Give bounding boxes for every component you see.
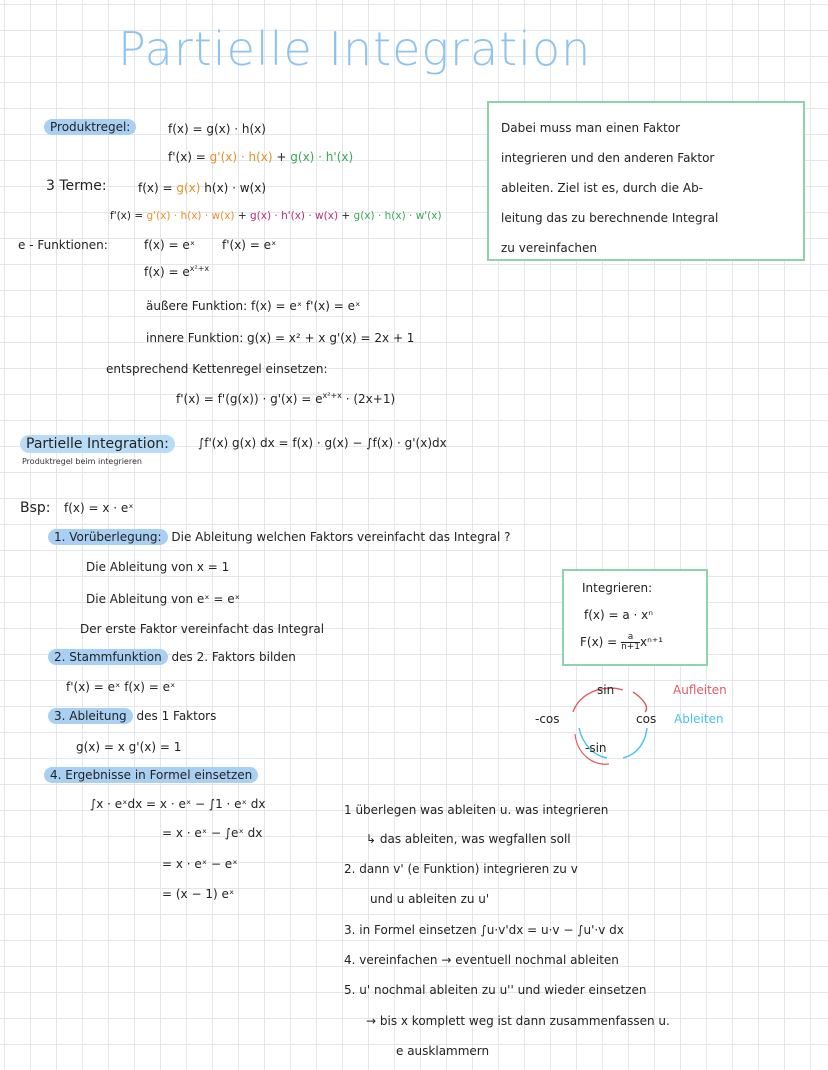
procedure-step4: 4. vereinfachen → eventuell nochmal ableiten: [344, 953, 619, 967]
bsp-label: Bsp:: [20, 500, 51, 516]
ableiten-arrow-right: [623, 728, 647, 758]
e-funktionen-f1: f(x) = eˣ: [144, 238, 196, 252]
kettenregel-result: $f'(x) = f'(g(x)) \cdot g'(x) = e^{x^2+x} \cdot (2x+1)$: [176, 391, 396, 406]
procedure-step5c: e ausklammern: [396, 1044, 490, 1058]
step2-line1: f'(x) = eˣ f(x) = eˣ: [66, 680, 176, 694]
partielle-integration-note: Produktregel beim integrieren: [22, 457, 142, 466]
step3-heading: 3. Ableitung des 1 Faktors: [48, 709, 216, 724]
produktregel-label: Produktregel:: [44, 120, 136, 135]
procedure-step2: 2. dann v' (e Funktion) integrieren zu v: [344, 862, 578, 876]
integrieren-title: Integrieren:: [582, 581, 653, 595]
step3-line1: g(x) = x g'(x) = 1: [76, 740, 182, 754]
page-title: Partielle Integration: [118, 22, 592, 76]
procedure-step3: 3. in Formel einsetzen ∫u·v'dx = u·v − ∫u'·v dx: [344, 923, 624, 937]
e-funktionen-f1-derivative: f'(x) = eˣ: [222, 238, 277, 252]
integrieren-line2: F(x) = $\frac{a}{n+1}$ xⁿ⁺¹: [580, 632, 664, 652]
fraction: $\frac{a}{n+1}$: [621, 632, 641, 652]
procedure-step2b: und u ableiten zu u': [370, 892, 490, 906]
step1-line3: Der erste Faktor vereinfacht das Integral: [80, 622, 325, 636]
info-line: ableiten. Ziel ist es, durch die Ab-: [501, 181, 704, 195]
procedure-step5b: → bis x komplett weg ist dann zusammenfassen u.: [366, 1014, 670, 1028]
produktregel-line1: f(x) = g(x) · h(x): [168, 122, 266, 136]
bsp-function: f(x) = x · eˣ: [64, 501, 134, 515]
step4-line1: ∫x · eˣdx = x · eˣ − ∫1 · eˣ dx: [90, 797, 266, 811]
cycle-neg-cos: -cos: [535, 712, 560, 726]
cycle-sin: sin: [597, 683, 615, 697]
drei-terme-line1: f(x) = g(x) h(x) · w(x): [138, 181, 267, 195]
step4-line3: = x · eˣ − eˣ: [162, 857, 238, 871]
e-funktionen-label: e - Funktionen:: [18, 238, 108, 252]
procedure-step1b: ↳ das ableiten, was wegfallen soll: [366, 832, 571, 846]
partielle-integration-formula: ∫f'(x) g(x) dx = f(x) · g(x) − ∫f(x) · g'(x)dx: [198, 436, 447, 450]
integrieren-box: [562, 569, 708, 666]
kettenregel-text: entsprechend Kettenregel einsetzen:: [106, 362, 328, 376]
drei-terme-line2: f'(x) = g'(x) · h(x) · w(x) + g(x) · h'(x) · w(x) + g(x) · h(x) · w'(x): [110, 210, 442, 222]
aufleiten-label: Aufleiten: [673, 683, 727, 697]
partielle-integration-label: Partielle Integration:: [20, 436, 175, 454]
procedure-step5: 5. u' nochmal ableiten zu u'' und wieder einsetzen: [344, 983, 647, 997]
step2-heading: 2. Stammfunktion des 2. Faktors bilden: [48, 650, 296, 665]
produktregel-line2: f'(x) = g'(x) · h(x) + g(x) · h'(x): [168, 150, 354, 164]
step1-line2: Die Ableitung von eˣ = eˣ: [86, 592, 240, 606]
innere-funktion: innere Funktion: g(x) = x² + x g'(x) = 2x + 1: [146, 331, 415, 345]
cycle-neg-sin: -sin: [585, 741, 607, 755]
info-line: Dabei muss man einen Faktor: [501, 121, 681, 135]
info-line: leitung das zu berechnende Integral: [501, 211, 719, 225]
info-box-partielle: [487, 101, 805, 261]
ableiten-label: Ableiten: [674, 712, 724, 726]
step4-line2: = x · eˣ − ∫eˣ dx: [162, 826, 263, 840]
step1-line1: Die Ableitung von x = 1: [86, 560, 230, 574]
procedure-step1: 1 überlegen was ableiten u. was integrieren: [344, 803, 609, 817]
info-line: integrieren und den anderen Faktor: [501, 151, 715, 165]
step1-heading: 1. Vorüberlegung: Die Ableitung welchen Faktors vereinfacht das Integral ?: [48, 530, 511, 545]
step4-line4: = (x − 1) eˣ: [162, 887, 235, 901]
cycle-cos: cos: [636, 712, 657, 726]
step4-heading: 4. Ergebnisse in Formel einsetzen: [44, 768, 258, 783]
aufleiten-arrow-right: [633, 692, 647, 712]
aeussere-funktion: äußere Funktion: f(x) = eˣ f'(x) = eˣ: [146, 299, 361, 313]
info-line: zu vereinfachen: [501, 241, 597, 255]
drei-terme-label: 3 Terme:: [46, 178, 107, 194]
integrieren-line1: f(x) = a · xⁿ: [584, 608, 654, 622]
e-funktionen-f2: $f(x) = e^{x^2+x}$: [144, 264, 210, 279]
